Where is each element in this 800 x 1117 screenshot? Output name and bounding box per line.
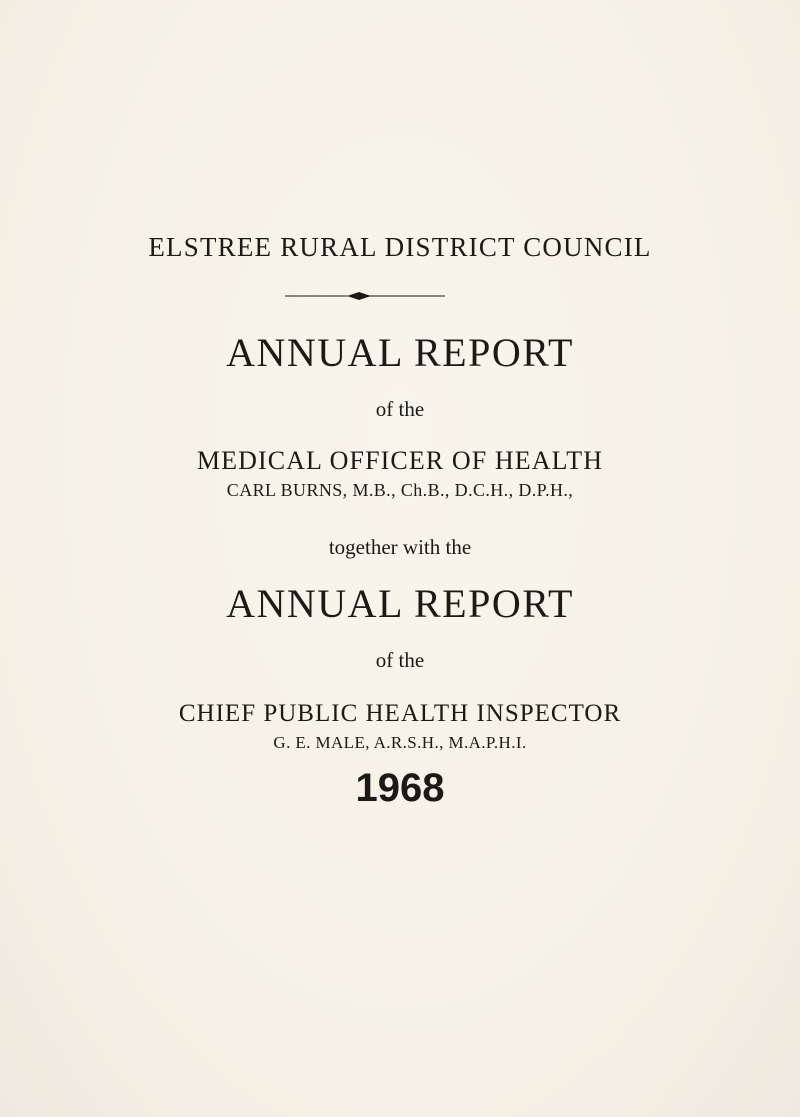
report-title-1: ANNUAL REPORT [226,330,574,375]
report-year: 1968 [355,766,445,810]
of-the-text-2: of the [375,648,425,672]
inspector-name: G. E. MALE, A.R.S.H., M.A.P.H.I. [273,733,527,752]
medical-officer-name: CARL BURNS, M.B., Ch.B., D.C.H., D.P.H., [226,480,574,500]
together-text: together with the [328,535,472,559]
medical-officer-title: MEDICAL OFFICER OF HEALTH [196,446,604,475]
of-the-text-1: of the [375,397,425,421]
inspector-title: CHIEF PUBLIC HEALTH INSPECTOR [178,700,622,727]
diamond-rule-icon [285,290,445,302]
report-title-2: ANNUAL REPORT [226,581,574,626]
council-name: ELSTREE RURAL DISTRICT COUNCIL [148,232,652,262]
